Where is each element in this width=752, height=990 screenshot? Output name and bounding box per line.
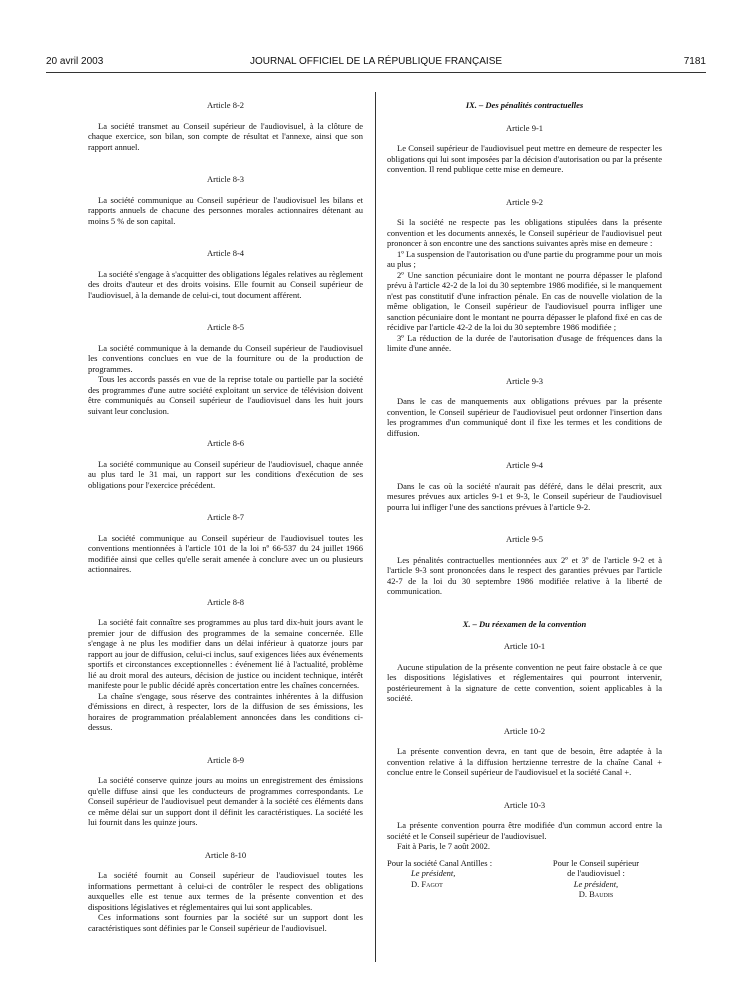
article-title: Article 9-1 (505, 122, 544, 133)
header-page-number: 7181 (683, 56, 706, 67)
article-10-1 (387, 641, 662, 704)
article-paragraph: Tous les accords passés en vue de la reprise totale ou partielle par la société des programmes d'une autre société exploitant un service de télévision doivent être communiqués au Conseil supérieur de l'audiovisuel dans les huit jours suivant leur conclusion. (88, 374, 363, 416)
article-paragraph: Dans le cas où la société n'aurait pas déféré, dans le délai prescrit, aux mesures prévues aux articles 9-1 et 9-3, le Conseil supérieur de l'audiovisuel pourra lui infliger l'une des sanctions prévues à l'article 9-2. (387, 480, 662, 512)
article-9-1 (387, 123, 662, 175)
article-list-item: 1º La suspension de l'autorisation ou d'une partie du programme pour un mois au plus ; (387, 248, 662, 269)
article-title: Article 10-1 (503, 641, 546, 651)
article-paragraph: Les pénalités contractuelles mentionnées aux 2º et 3º de l'article 9-2 et à l'article 9-3 sont prononcées dans le respect des garanties prévues par l'article 42-7 de la loi du 30 septembre 1986 modifiée relative à la liberté de communication. (387, 554, 662, 596)
article-9-4 (387, 460, 662, 512)
signature-name: D. Fagot (411, 878, 443, 889)
article-8-2 (88, 100, 363, 152)
article-title: Article 9-3 (505, 375, 544, 386)
signature-line: Pour la société Canal Antilles : (387, 857, 493, 868)
article-9-5 (387, 534, 662, 597)
article-title: Article 8-8 (206, 596, 245, 607)
header-rule (46, 72, 706, 73)
article-paragraph: La société fait connaître ses programmes au plus tard dix-huit jours avant le premier jour de diffusion des programmes de la semaine concernée. Elle s'engage à ne plus les modifier dans un délai inférieur à quatorze jours par rapport au jour de diffusion, celui-ci inclus, sauf exigences liées aux événements sportifs et circonstances exceptionnelles : événement lié à l'actualité, problème lié au droit moral des auteurs, décision de justice ou incident technique, intérêt manifeste pour le public décidé après concertation entre les chaînes concernées. (88, 617, 363, 690)
article-8-7 (88, 512, 363, 575)
article-9-2 (387, 197, 662, 354)
article-8-3 (88, 174, 363, 226)
article-8-9 (88, 755, 363, 828)
article-title: Article 9-5 (505, 534, 544, 544)
signatures (387, 858, 662, 900)
article-paragraph: La société fournit au Conseil supérieur de l'audiovisuel toutes les informations permettant à celui-ci de contrôler le respect des obligations auxquelles elle est tenue aux termes de la présente convention et des dispositions législatives et réglementaires qui lui sont applicables. (88, 870, 363, 912)
article-title: Article 8-4 (206, 248, 245, 258)
header-date: 20 avril 2003 (46, 56, 104, 67)
section-heading-ix: IX. – Des pénalités contractuelles (465, 100, 584, 110)
article-paragraph: Le Conseil supérieur de l'audiovisuel peut mettre en demeure de respecter les obligations qui lui sont imposées par la décision d'autorisation ou par la présente convention. Il rend publique cette mise en demeure. (387, 143, 662, 174)
signature-csa (530, 858, 662, 900)
signature-line: de l'audiovisuel : (567, 868, 625, 878)
article-paragraph: La société communique au Conseil supérieur de l'audiovisuel les bilans et rapports annuels de chacune des personnes morales actionnaires détenant au moins 5 % de son capital. (88, 194, 363, 226)
article-8-6 (88, 438, 363, 490)
article-title: Article 8-7 (206, 512, 245, 522)
article-title: Article 9-2 (505, 196, 544, 207)
section-heading-x: X. – Du réexamen de la convention (462, 618, 587, 629)
article-title: Article 8-5 (206, 322, 245, 332)
right-column (387, 100, 662, 900)
article-10-3 (387, 800, 662, 852)
article-title: Article 8-10 (204, 849, 247, 860)
signature-role: Le président, (411, 868, 456, 878)
article-title: Article 8-3 (206, 174, 245, 184)
signature-canal-antilles (387, 858, 519, 900)
signing-place-date: Fait à Paris, le 7 août 2002. (397, 841, 491, 851)
signature-name: D. Baudis (578, 889, 614, 899)
article-8-4 (88, 248, 363, 300)
article-title: Article 9-4 (505, 460, 544, 470)
article-paragraph: La société conserve quinze jours au moins un enregistrement des émissions qu'elle diffuse ainsi que les conducteurs de programmes correspondants. Le Conseil supérieur de l'audiovisuel peut demander à la société ces éléments dans ce même délai sur un support dont il définit les caractéristiques. La société les lui fournit dans les quinze jours. (88, 775, 363, 827)
article-paragraph: Aucune stipulation de la présente convention ne peut faire obstacle à ce que les dispositions législatives et réglementaires qui pourront intervenir, postérieurement à la signature de cette convention, soient applicables à la société. (387, 661, 662, 703)
article-paragraph: La société s'engage à s'acquitter des obligations légales relatives au règlement des droits d'auteur et des droits voisins. Elle fournit au Conseil supérieur de l'audiovisuel, à la demande de celui-ci, tout document afférent. (88, 268, 363, 300)
left-column (88, 100, 363, 933)
article-paragraph: La présente convention devra, en tant que de besoin, être adaptée à la convention relative à la diffusion hertzienne terrestre de la chaîne Canal + conclue entre le Conseil supérieur de l'audiovisuel et la société Canal +. (387, 746, 662, 777)
article-title: Article 10-2 (503, 725, 546, 736)
page-header (46, 56, 706, 72)
article-paragraph: Dans le cas de manquements aux obligations prévues par la présente convention, le Conseil supérieur de l'audiovisuel peut ordonner l'insertion dans les programmes d'un communiqué dont il fixe les termes et les conditions de diffusion. (387, 396, 662, 438)
article-8-5 (88, 322, 363, 416)
article-title: Article 8-2 (206, 100, 245, 110)
article-title: Article 8-9 (206, 754, 245, 765)
article-10-2 (387, 726, 662, 778)
article-title: Article 10-3 (503, 799, 546, 810)
article-paragraph: La société communique à la demande du Conseil supérieur de l'audiovisuel les conventions conclues en vue de la fourniture ou de la production de programmes. (88, 342, 363, 374)
article-8-10 (88, 850, 363, 934)
signature-role: Le président, (573, 878, 619, 889)
article-paragraph: Ces informations sont fournies par la société sur un support dont les caractéristiques sont définies par le Conseil supérieur de l'audiovisuel. (88, 912, 363, 933)
article-paragraph: La société communique au Conseil supérieur de l'audiovisuel toutes les conventions mentionnées à l'article 101 de la loi nº 66-537 du 24 juillet 1966 modifiée ainsi que celles qu'elle serait amenée à conclure avec un ou plusieurs actionnaires. (88, 532, 363, 574)
header-journal-title: JOURNAL OFFICIEL DE LA RÉPUBLIQUE FRANÇAISE (249, 56, 503, 67)
article-title: Article 8-6 (206, 438, 245, 448)
signature-line: Pour le Conseil supérieur (552, 857, 640, 868)
article-paragraph: La présente convention pourra être modifiée d'un commun accord entre la société et le Conseil supérieur de l'audiovisuel. (387, 820, 662, 841)
article-paragraph: La chaîne s'engage, sous réserve des contraintes inhérentes à la diffusion d'émissions en direct, à respecter, lors de la diffusion de ses émissions, les horaires de programmation préalablement annoncées dans les conditions ci-dessus. (88, 690, 363, 732)
article-9-3 (387, 376, 662, 439)
article-paragraph: Si la société ne respecte pas les obligations stipulées dans la présente convention et les documents annexés, le Conseil supérieur de l'audiovisuel peut prononcer à son encontre une des sanctions suivantes après mise en demeure : (387, 217, 662, 248)
article-8-8 (88, 597, 363, 733)
article-list-item: 2º Une sanction pécuniaire dont le montant ne pourra dépasser le plafond prévu à l'article 42-2 de la loi du 30 septembre 1986 modifiée, si le manquement n'est pas constitutif d'une infraction pénale. En cas de nouvelle violation de la même obligation, le Conseil supérieur de l'audiovisuel pourra infliger une sanction pécuniaire dont le montant ne pourra dépasser le plafond fixé en cas de récidive par l'article 42-2 de la loi du 30 septembre 1986 modifiée ; (387, 269, 662, 332)
article-paragraph: La société transmet au Conseil supérieur de l'audiovisuel, à la clôture de chaque exercice, son bilan, son compte de résultat et l'annexe, ainsi que son rapport annuel. (88, 120, 363, 152)
article-list-item: 3º La réduction de la durée de l'autorisation d'usage de fréquences dans la limite d'une année. (387, 332, 662, 353)
column-divider (375, 92, 376, 962)
article-paragraph: La société communique au Conseil supérieur de l'audiovisuel, chaque année au plus tard le 31 mai, un rapport sur les conditions d'exécution de ses obligations pour l'exercice précédent. (88, 458, 363, 490)
